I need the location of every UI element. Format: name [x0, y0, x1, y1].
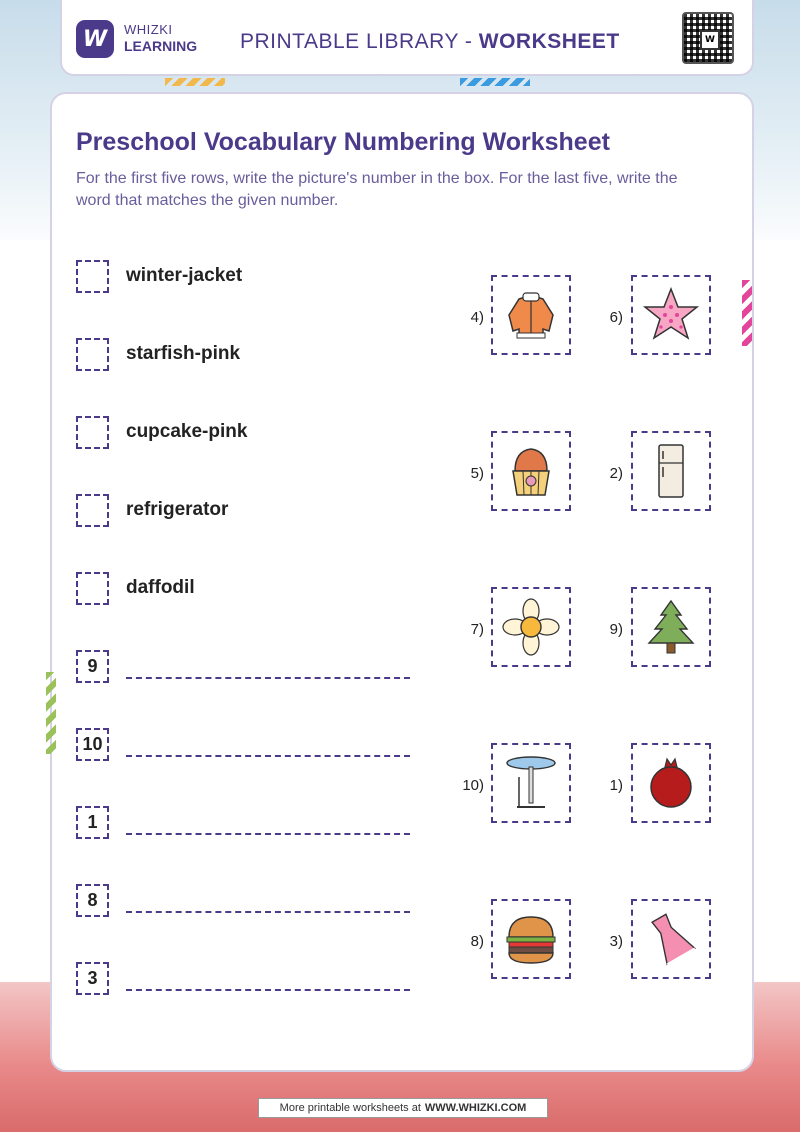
picture-label: 9) — [609, 621, 623, 638]
picture-card — [491, 587, 571, 667]
word-label: starfish-pink — [126, 343, 241, 364]
word-label: winter-jacket — [126, 265, 243, 286]
picture-label: 2) — [609, 465, 623, 482]
starfish-icon — [641, 285, 701, 345]
picture-label: 5) — [470, 465, 484, 482]
table-icon — [501, 753, 561, 813]
answer-box[interactable] — [76, 416, 109, 449]
daffodil-icon — [501, 597, 561, 657]
word-label: daffodil — [126, 577, 195, 598]
write-line[interactable] — [126, 989, 410, 991]
jacket-icon — [501, 285, 561, 345]
decor-stripe-yellow — [165, 78, 225, 86]
picture-label: 6) — [609, 309, 623, 326]
picture-card — [631, 587, 711, 667]
number-box: 9 — [76, 650, 109, 683]
picture-label: 8) — [470, 933, 484, 950]
worksheet-instructions: For the first five rows, write the picture's number in the box. For the last five, write the word that matches the given number. — [76, 170, 678, 209]
decor-stripe-blue — [460, 78, 530, 86]
burger-icon — [501, 909, 561, 969]
page-header — [60, 0, 754, 76]
number-box: 10 — [76, 728, 109, 761]
pine-tree-icon — [641, 597, 701, 657]
whizki-logo-icon[interactable]: W — [76, 20, 114, 58]
cupcake-icon — [501, 441, 561, 501]
picture-label: 7) — [470, 621, 484, 638]
library-label: PRINTABLE LIBRARY - — [240, 30, 479, 53]
decor-stripe-green — [46, 672, 56, 754]
number-box: 1 — [76, 806, 109, 839]
picture-label: 10) — [462, 777, 484, 794]
picture-card — [631, 743, 711, 823]
picture-card — [631, 275, 711, 355]
picture-card — [631, 899, 711, 979]
picture-card — [491, 275, 571, 355]
picture-card — [631, 431, 711, 511]
write-line[interactable] — [126, 755, 410, 757]
picture-card — [491, 431, 571, 511]
number-box: 3 — [76, 962, 109, 995]
number-box: 8 — [76, 884, 109, 917]
answer-box[interactable] — [76, 572, 109, 605]
write-line[interactable] — [126, 833, 410, 835]
refrigerator-icon — [641, 441, 701, 501]
logo-text — [124, 22, 197, 54]
write-line[interactable] — [126, 911, 410, 913]
logo-line1: WHIZKI — [124, 22, 173, 37]
qr-mark: W — [700, 30, 720, 50]
picture-card — [491, 743, 571, 823]
footer-banner — [258, 1098, 548, 1118]
word-label: cupcake-pink — [126, 421, 248, 442]
answer-box[interactable] — [76, 494, 109, 527]
picture-label: 3) — [609, 933, 623, 950]
picture-label: 1) — [609, 777, 623, 794]
picture-label: 4) — [470, 309, 484, 326]
dress-icon — [641, 909, 701, 969]
word-label: refrigerator — [126, 499, 229, 520]
footer-link[interactable]: WWW.WHIZKI.COM — [424, 1102, 527, 1114]
library-title — [240, 30, 620, 54]
pomegranate-icon — [641, 753, 701, 813]
worksheet-title: Preschool Vocabulary Numbering Worksheet — [76, 128, 610, 156]
answer-box[interactable] — [76, 338, 109, 371]
library-bold: WORKSHEET — [478, 30, 620, 53]
picture-card — [491, 899, 571, 979]
qr-code-icon — [682, 12, 734, 64]
write-line[interactable] — [126, 677, 410, 679]
decor-stripe-pink — [742, 280, 752, 346]
footer-text: More printable worksheets at — [279, 1102, 421, 1114]
answer-box[interactable] — [76, 260, 109, 293]
logo-line2: LEARNING — [124, 38, 198, 54]
